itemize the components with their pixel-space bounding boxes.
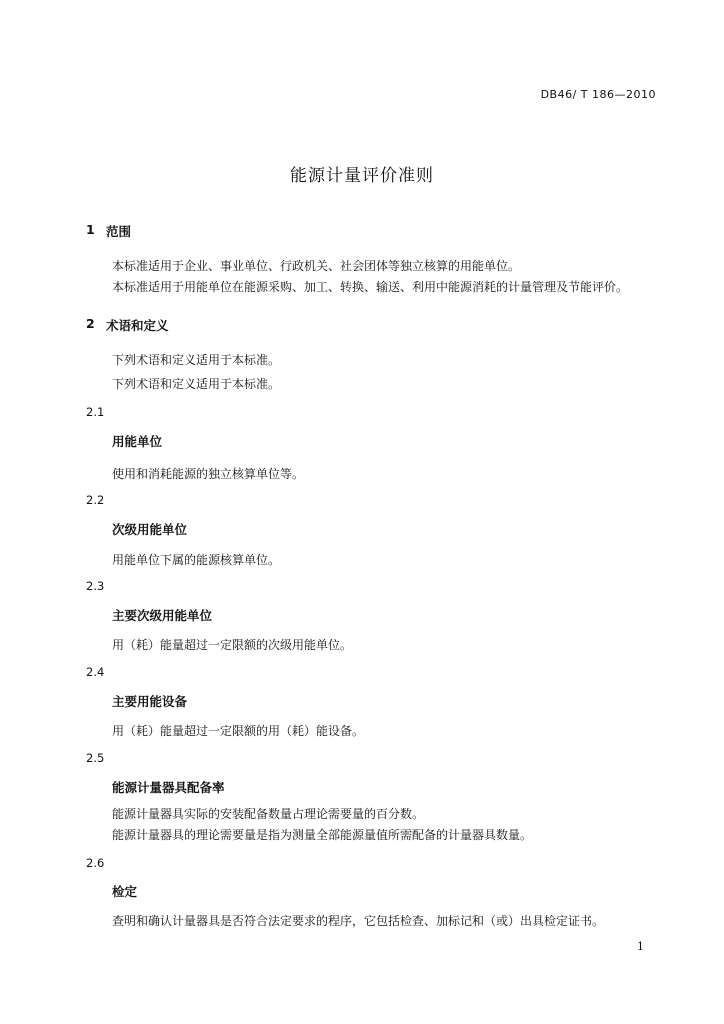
- term-title: 次级用能单位: [112, 522, 188, 537]
- term-title: 检定: [112, 884, 138, 899]
- document-title: 能源计量评价准则: [290, 166, 434, 186]
- section-2-paragraph: 下列术语和定义适用于本标准。: [112, 353, 281, 367]
- term-title: 用能单位: [112, 434, 163, 449]
- term-definition: 能源计量器具的理论需要量是指为测量全部能源量值所需配备的计量器具数量。: [112, 828, 533, 842]
- term-number: 2.5: [86, 751, 105, 765]
- term-number: 2.4: [86, 665, 105, 679]
- term-title: 能源计量器具配备率: [112, 780, 225, 795]
- term-definition: 使用和消耗能源的独立核算单位等。: [112, 467, 305, 481]
- section-2-paragraph: 下列术语和定义适用于本标准。: [112, 377, 281, 391]
- section-2-number: 2: [86, 316, 95, 331]
- term-number: 2.3: [86, 579, 105, 593]
- term-definition: 用（耗）能量超过一定限额的用（耗）能设备。: [112, 724, 365, 738]
- term-definition: 用能单位下属的能源核算单位。: [112, 553, 281, 567]
- section-1-paragraph: 本标准适用于企业、事业单位、行政机关、社会团体等独立核算的用能单位。: [112, 259, 521, 273]
- section-1-title: 范围: [106, 224, 132, 239]
- term-title: 主要用能设备: [112, 694, 188, 709]
- term-definition: 用（耗）能量超过一定限额的次级用能单位。: [112, 638, 353, 652]
- section-1-paragraph: 本标准适用于用能单位在能源采购、加工、转换、输送、利用中能源消耗的计量管理及节能评价。: [112, 280, 629, 294]
- page-number: 1: [637, 940, 644, 953]
- term-number: 2.6: [86, 856, 105, 870]
- standard-code: DB46/ T 186—2010: [540, 88, 656, 101]
- term-number: 2.1: [86, 405, 105, 419]
- term-number: 2.2: [86, 493, 105, 507]
- term-title: 主要次级用能单位: [112, 608, 213, 623]
- term-definition: 查明和确认计量器具是否符合法定要求的程序，它包括检查、加标记和（或）出具检定证书。: [112, 914, 605, 928]
- section-2-title: 术语和定义: [106, 318, 169, 333]
- section-1-number: 1: [86, 222, 95, 237]
- term-definition: 能源计量器具实际的安装配备数量占理论需要量的百分数。: [112, 807, 425, 821]
